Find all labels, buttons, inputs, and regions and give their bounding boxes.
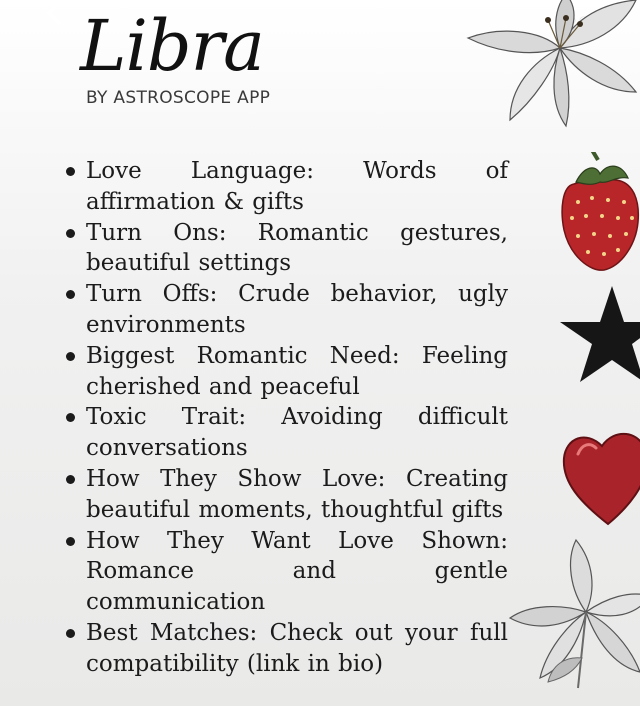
bullet-icon [66,629,75,638]
bullet-icon [66,475,75,484]
bullet-icon [66,537,75,546]
black-star-icon [552,282,640,394]
trait-text: Turn Offs: Crude behavior, ugly environments [86,281,508,338]
list-item [60,279,508,341]
trait-text: Love Language: Words of affirmation & gifts [86,158,508,215]
bullet-icon [66,352,75,361]
chevron-left-icon [40,0,70,30]
list-item [60,464,508,526]
lily-flower-icon [456,0,640,130]
byline: BY ASTROSCOPE APP [86,88,271,108]
strawberry-icon [556,152,640,274]
back-button[interactable] [40,0,70,30]
trait-text: Turn Ons: Romantic gestures, beautiful settings [86,219,508,277]
trait-text: How They Show Love: Creating beautiful moments, thoughtful gifts [86,465,508,523]
trait-text: How They Want Love Shown: Romance and gentle communication [86,527,508,616]
list-item [60,526,508,618]
bullet-icon [66,167,75,176]
lily-flower-icon [508,538,640,706]
list-item [60,156,508,218]
list-item [60,618,508,680]
bullet-icon [66,290,75,299]
page-title: Libra [80,5,264,87]
trait-list [60,156,508,680]
trait-text: Best Matches: Check out your full compatibility (link in bio) [86,619,508,677]
red-heart-icon [560,424,640,528]
list-item [60,341,508,403]
list-item [60,402,508,464]
trait-text: Biggest Romantic Need: Feeling cherished and peaceful [86,342,508,400]
bullet-icon [66,413,75,422]
trait-text: Toxic Trait: Avoiding difficult conversations [86,404,508,462]
list-item [60,218,508,280]
bullet-icon [66,229,75,238]
